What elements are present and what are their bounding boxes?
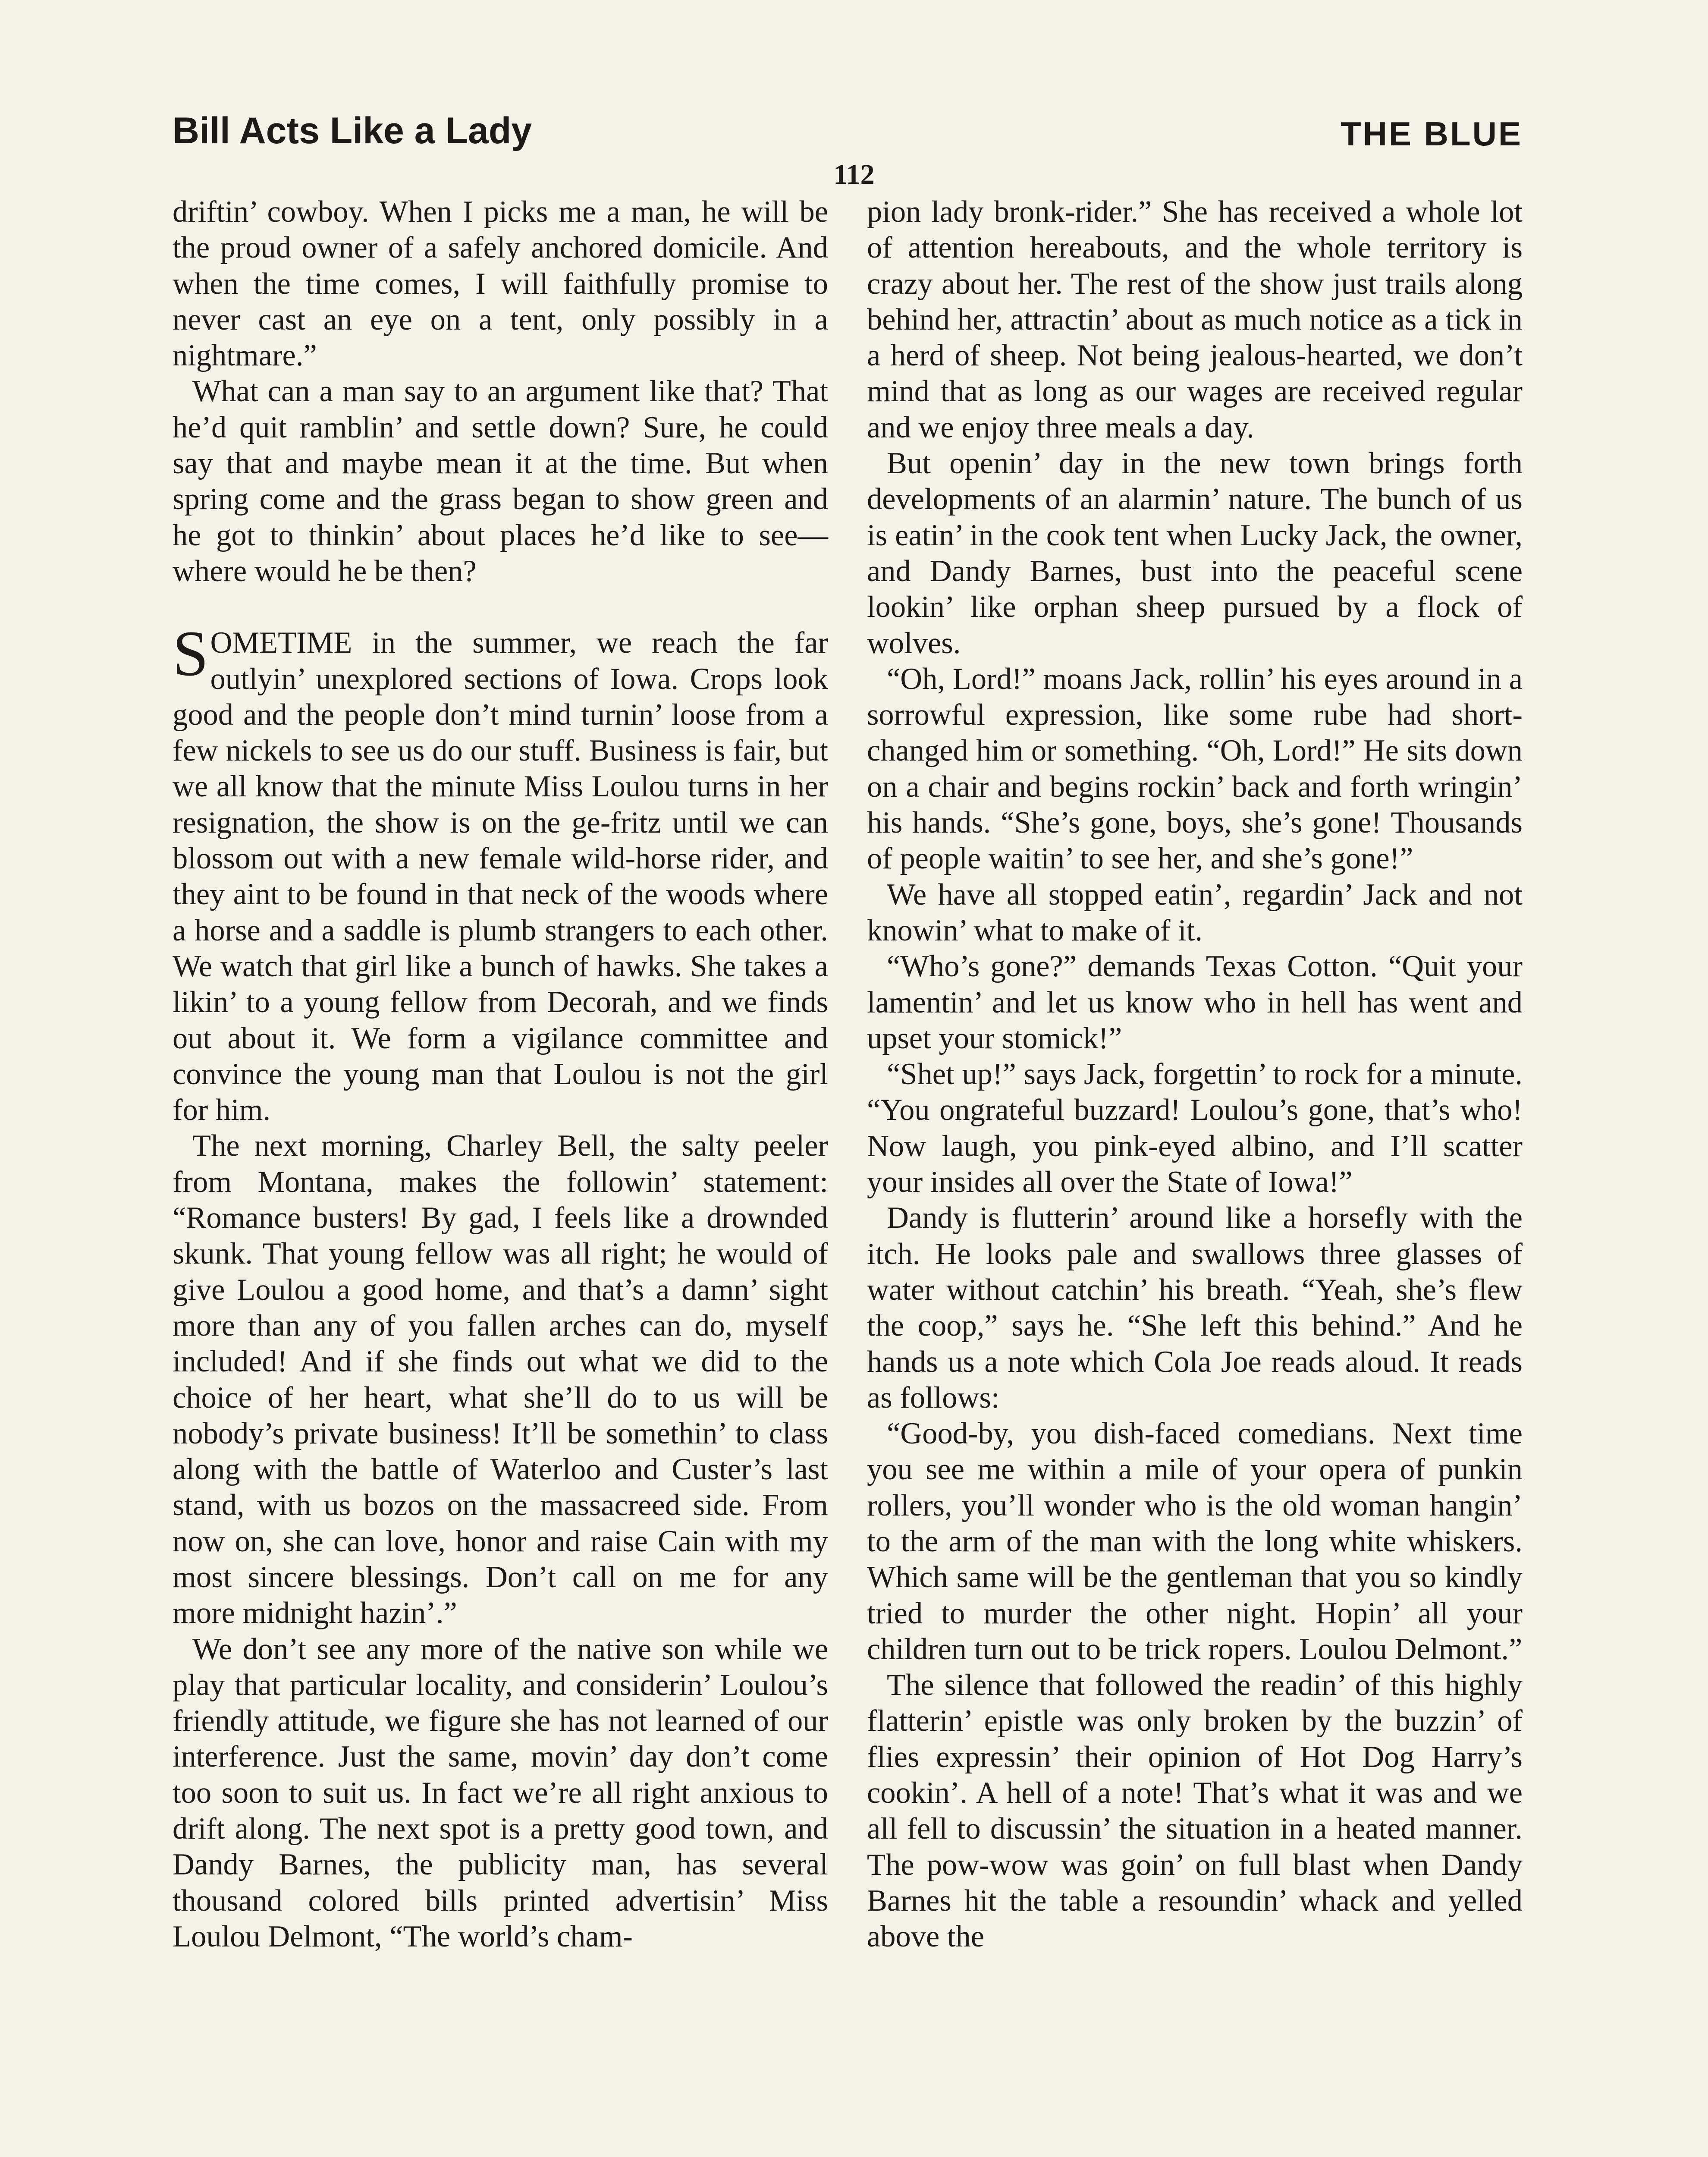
left-column [173, 194, 828, 1955]
paragraph: We have all stopped eatin’, regardin’ Jack and not knowin’ what to make of it. [867, 877, 1523, 947]
paragraph: The silence that followed the readin’ of this highly flatterin’ epistle was only broken by the buzzin’ of flies expressin’ their opinion of Hot Dog Harry’s cookin’. A hell of a note! That’s what it was and we all fell to discussin’ the situation in a heated manner. The pow-wow was goin’ on full blast when Dandy Barnes hit the table a resoundin’ whack and yelled above the [867, 1668, 1523, 1954]
right-column [867, 194, 1523, 1955]
paragraph: “Shet up!” says Jack, forgettin’ to rock for a minute. “You ongrateful buzzard! Loulou’s gone, that’s who! Now laugh, you pink-eyed albino, and I’ll scatter your insides all over the State of Iowa!” [867, 1057, 1523, 1199]
paragraph: We don’t see any more of the native son while we play that particular locality, and considerin’ Loulou’s friendly attitude, we figure she has not learned of our interference. Just the same, movin’ day don’t come too soon to suit us. In fact we’re all right anxious to drift along. The next spot is a pretty good town, and Dandy Barnes, the publicity man, has several thousand colored bills printed advertisin’ Miss Loulou Delmont, “The world’s cham- [173, 1632, 828, 1953]
paragraph: What can a man say to an argument like that? That he’d quit ramblin’ and settle down? Sure, he could say that and maybe mean it at the time. But when spring come and the grass began to show green and he got to thinkin’ about places he’d like to see—where would he be then? [173, 374, 828, 588]
paragraph: But openin’ day in the new town brings forth developments of an alarmin’ nature. The bunch of us is eatin’ in the cook tent when Lucky Jack, the owner, and Dandy Barnes, bust into the peaceful scene lookin’ like orphan sheep pursued by a flock of wolves. [867, 446, 1523, 660]
paragraph: “Good-by, you dish-faced comedians. Next time you see me within a mile of your opera of punkin rollers, you’ll wonder who is the old woman hangin’ to the arm of the man with the long white whiskers. Which same will be the gentleman that you so kindly tried to murder the other night. Hopin’ all your children turn out to be trick ropers. Loulou Delmont.” [867, 1417, 1523, 1666]
paragraph: Dandy is flutterin’ around like a horsefly with the itch. He looks pale and swallows three glasses of water without catchin’ his breath. “Yeah, she’s flew the coop,” says he. “She left this behind.” And he hands us a note which Cola Joe reads aloud. It reads as follows: [867, 1201, 1523, 1415]
story-title: Bill Acts Like a Lady [173, 110, 532, 151]
drop-cap: S [173, 618, 209, 690]
page-number: 112 [833, 159, 875, 190]
paragraph: The next morning, Charley Bell, the salty peeler from Montana, makes the followin’ statement: “Romance busters! By gad, I feels like a drownded skunk. That young fellow was all right; he would of give Loulou a good home, and that’s a damn’ sight more than any of you fallen arches can do, myself included! And if she finds out what we did to the choice of her heart, what she’ll do to us will be nobody’s private business! It’ll be somethin’ to class along with the battle of Waterloo and Custer’s last stand, with us bozos on the massacreed side. From now on, she can love, honor and raise Cain with my most sincere blessings. Don’t call on me for any more midnight hazin’.” [173, 1129, 828, 1630]
section-paragraph [173, 618, 828, 1128]
magazine-name: THE BLUE [1341, 115, 1523, 153]
paragraph: driftin’ cowboy. When I picks me a man, he will be the proud owner of a safely anchored domicile. And when the time comes, I will faithfully promise to never cast an eye on a tent, only possibly in a nightmare.” [173, 195, 828, 373]
paragraph: “Who’s gone?” demands Texas Cotton. “Quit your lamentin’ and let us know who in hell has went and upset your stomick!” [867, 950, 1523, 1055]
paragraph-text: OMETIME in the summer, we reach the far outlyin’ unexplored sections of Iowa. Crops look good and the people don’t mind turnin’ loose from a few nickels to see us do our stuff. Business is fair, but we all know that the minute Miss Loulou turns in her resignation, the show is on the ge-fritz until we can blossom out with a new female wild-horse rider, and they aint to be found in that neck of the woods where a horse and a saddle is plumb strangers to each other. We watch that girl like a bunch of hawks. She takes a likin’ to a young fellow from Decorah, and we finds out about it. We form a vigilance committee and convince the young man that Loulou is not the girl for him. [173, 626, 828, 1127]
paragraph: pion lady bronk-rider.” She has received a whole lot of attention hereabouts, and the whole territory is crazy about her. The rest of the show just trails along behind her, attractin’ about as much notice as a tick in a herd of sheep. Not being jealous-hearted, we don’t mind that as long as our wages are received regular and we enjoy three meals a day. [867, 195, 1523, 444]
paragraph: “Oh, Lord!” moans Jack, rollin’ his eyes around in a sorrowful expression, like some rube had short-changed him or something. “Oh, Lord!” He sits down on a chair and begins rockin’ back and forth wringin’ his hands. “She’s gone, boys, she’s gone! Thousands of people waitin’ to see her, and she’s gone!” [867, 662, 1523, 876]
